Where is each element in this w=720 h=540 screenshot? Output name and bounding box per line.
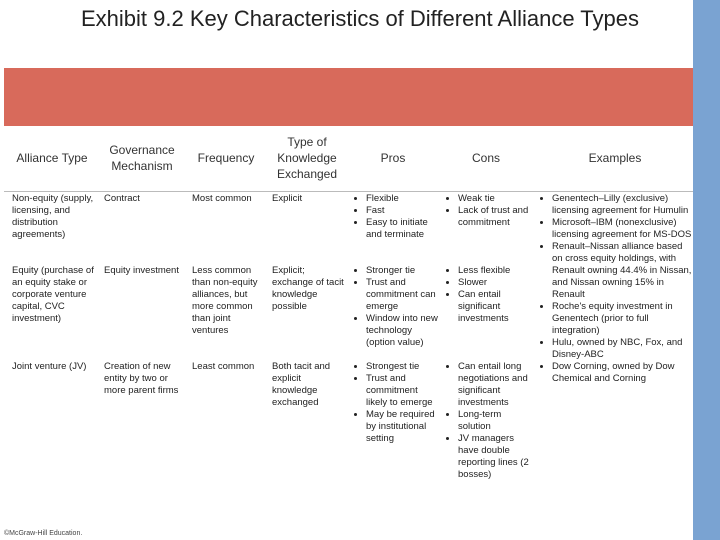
row1-governance: Contract — [104, 193, 140, 204]
list-item: • Trust and commitment likely to emerge — [366, 373, 438, 409]
list-item: • Long-term solution — [458, 409, 532, 433]
page-title: Exhibit 9.2 Key Characteristics of Different Alliance Types — [80, 6, 639, 31]
row3-pros — [352, 361, 438, 445]
list-item: • Fast — [366, 205, 438, 217]
row2-governance: Equity investment — [104, 265, 179, 276]
row2-alliance-type: Equity (purchase of an equity stake or corporate venture capital, CVC investment) — [12, 265, 94, 324]
header-governance-mechanism: Governance Mechanism — [104, 126, 180, 190]
list-item: • Less flexible — [458, 265, 532, 277]
list-item: • Easy to initiate and terminate — [366, 217, 438, 241]
list-item: • Genentech–Lilly (exclusive) licensing agreement for Humulin — [552, 193, 692, 217]
list-item: • Flexible — [366, 193, 438, 205]
list-item: • JV managers have double reporting lines (2 bosses) — [458, 433, 532, 481]
list-item: • Trust and commitment can emerge — [366, 277, 438, 313]
header-frequency: Frequency — [188, 126, 264, 190]
list-item: • Can entail significant investments — [458, 289, 532, 325]
row3-frequency: Least common — [192, 361, 255, 372]
row3-alliance-type: Joint venture (JV) — [12, 361, 87, 372]
list-item: • Microsoft–IBM (nonexclusive) licensing agreement for MS-DOS — [552, 217, 692, 241]
list-item: • Dow Corning, owned by Dow Chemical and Corning — [552, 361, 692, 385]
header-cons: Cons — [443, 126, 529, 190]
side-accent-bar — [693, 0, 720, 540]
row3-knowledge: Both tacit and explicit knowledge exchanged — [272, 361, 331, 408]
row2-cons — [444, 265, 532, 325]
list-item: • Lack of trust and commitment — [458, 205, 532, 229]
header-band — [4, 68, 694, 126]
row1-alliance-type: Non-equity (supply, licensing, and distribution agreements) — [12, 193, 94, 240]
list-item: • Window into new technology (option value) — [366, 313, 438, 349]
list-item: • Roche's equity investment in Genentech (prior to full integration) — [552, 301, 692, 337]
row1-knowledge: Explicit — [272, 193, 303, 204]
list-item: • Stronger tie — [366, 265, 438, 277]
list-item: • Slower — [458, 277, 532, 289]
row2-frequency: Less common than non-equity alliances, but more common than joint ventures — [192, 265, 258, 336]
header-examples: Examples — [538, 126, 692, 190]
list-item: • Can entail long negotiations and significant investments — [458, 361, 532, 409]
header-divider — [4, 191, 693, 192]
list-item: • Strongest tie — [366, 361, 438, 373]
row3-governance: Creation of new entity by two or more parent firms — [104, 361, 179, 396]
row3-cons — [444, 361, 532, 481]
row1-frequency: Most common — [192, 193, 252, 204]
header-knowledge-type: Type of Knowledge Exchanged — [269, 126, 345, 190]
copyright-footer: ©McGraw-Hill Education. — [4, 530, 83, 537]
row1-cons — [444, 193, 532, 229]
header-alliance-type: Alliance Type — [8, 126, 96, 190]
row2-knowledge: Explicit; exchange of tacit knowledge possible — [272, 265, 344, 312]
list-item: • Renault–Nissan alliance based on cross equity holdings, with Renault owning 44.4% in Nissan, and Nissan owning 15% in Renault — [552, 241, 692, 301]
row1-pros — [352, 193, 438, 241]
list-item: • May be required by institutional setting — [366, 409, 438, 445]
header-pros: Pros — [350, 126, 436, 190]
list-item: • Hulu, owned by NBC, Fox, and Disney-ABC — [552, 337, 692, 361]
examples-list — [538, 193, 692, 385]
row2-pros — [352, 265, 438, 349]
list-item: • Weak tie — [458, 193, 532, 205]
